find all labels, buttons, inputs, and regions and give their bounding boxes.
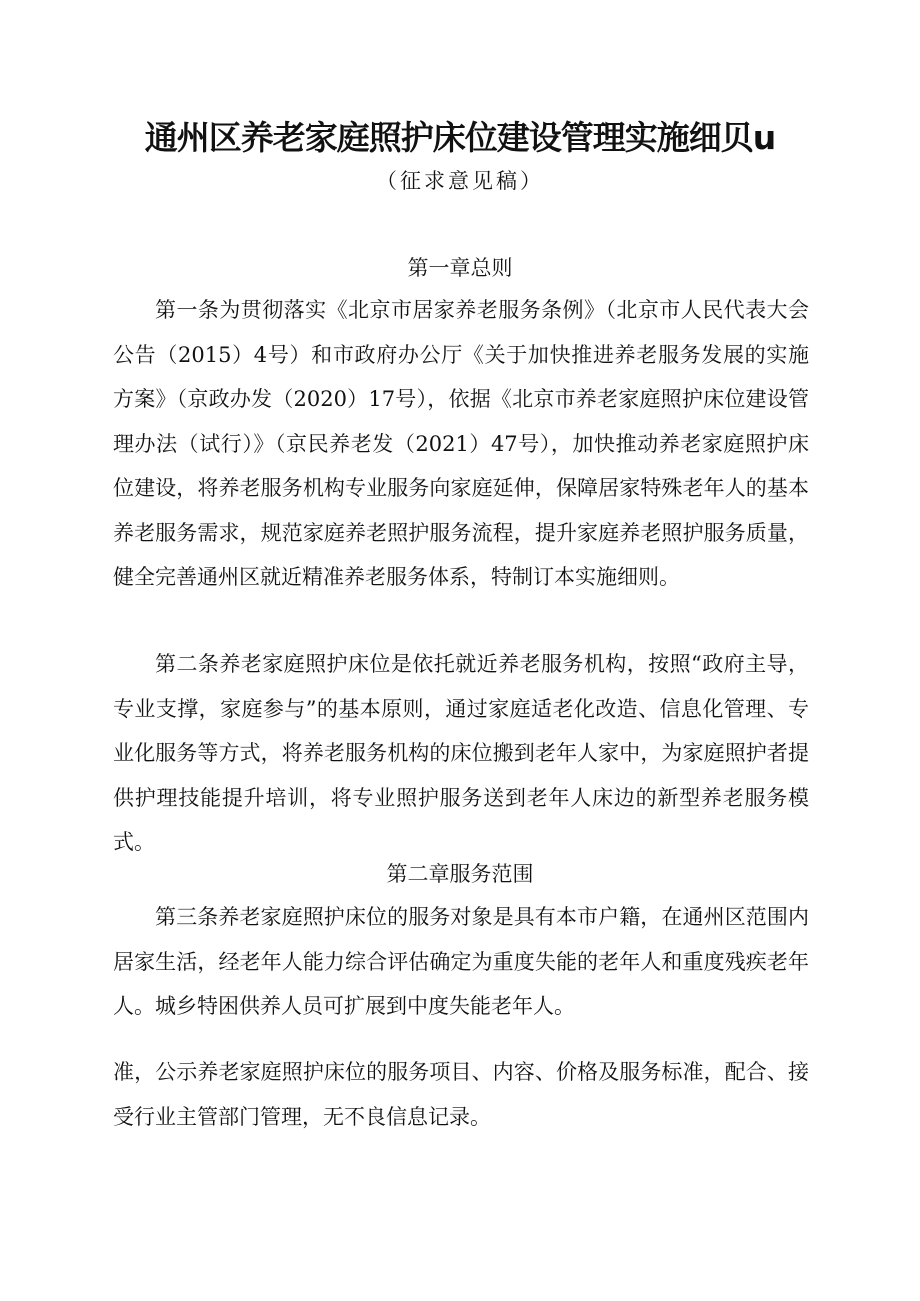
- article-2: 第二条养老家庭照护床位是依托就近养老服务机构，按照“政府主导，专业支撑，家庭参与”的基本原则，通过家庭适老化改造、信息化管理、专业化服务等方式，将养老服务机构的床位搬到老年人家中，为家庭照护者提供护理技能提升培训，将专业照护服务送到老年人床边的新型养老服务模式。: [113, 652, 809, 854]
- document-title: 通州区养老家庭照护床位建设管理实施细贝u: [144, 118, 776, 157]
- document-subtitle: （征求意见稿）: [376, 169, 544, 193]
- chapter-2-heading: 第二章服务范围: [386, 862, 534, 886]
- article-3: 第三条养老家庭照护床位的服务对象是具有本市户籍，在通州区范围内居家生活，经老年人能力综合评估确定为重度失能的老年人和重度残疾老年人。城乡特困供养人员可扩展到中度失能老年人。: [113, 905, 809, 1018]
- chapter-1-heading: 第一章总则: [407, 256, 513, 280]
- article-1: 第一条为贯彻落实《北京市居家养老服务条例》（北京市人民代表大会公告（2015）4号）和市政府办公厅《关于加快推进养老服务发展的实施方案》（京政办发（2020）17号），依据《北京市养老家庭照护床位建设管理办法（试行）》（京民养老发（2021）47号），加快推动养老家庭照护床位建设，将养老服务机构专业服务向家庭延伸，保障居家特殊老年人的基本养老服务需求，规范家庭养老照护服务流程，提升家庭养老照护服务质量，健全完善通州区就近精准养老服务体系，特制订本实施细则。: [113, 298, 809, 589]
- continuation-paragraph: 准，公示养老家庭照护床位的服务项目、内容、价格及服务标准，配合、接受行业主管部门管理，无不良信息记录。: [113, 1060, 809, 1129]
